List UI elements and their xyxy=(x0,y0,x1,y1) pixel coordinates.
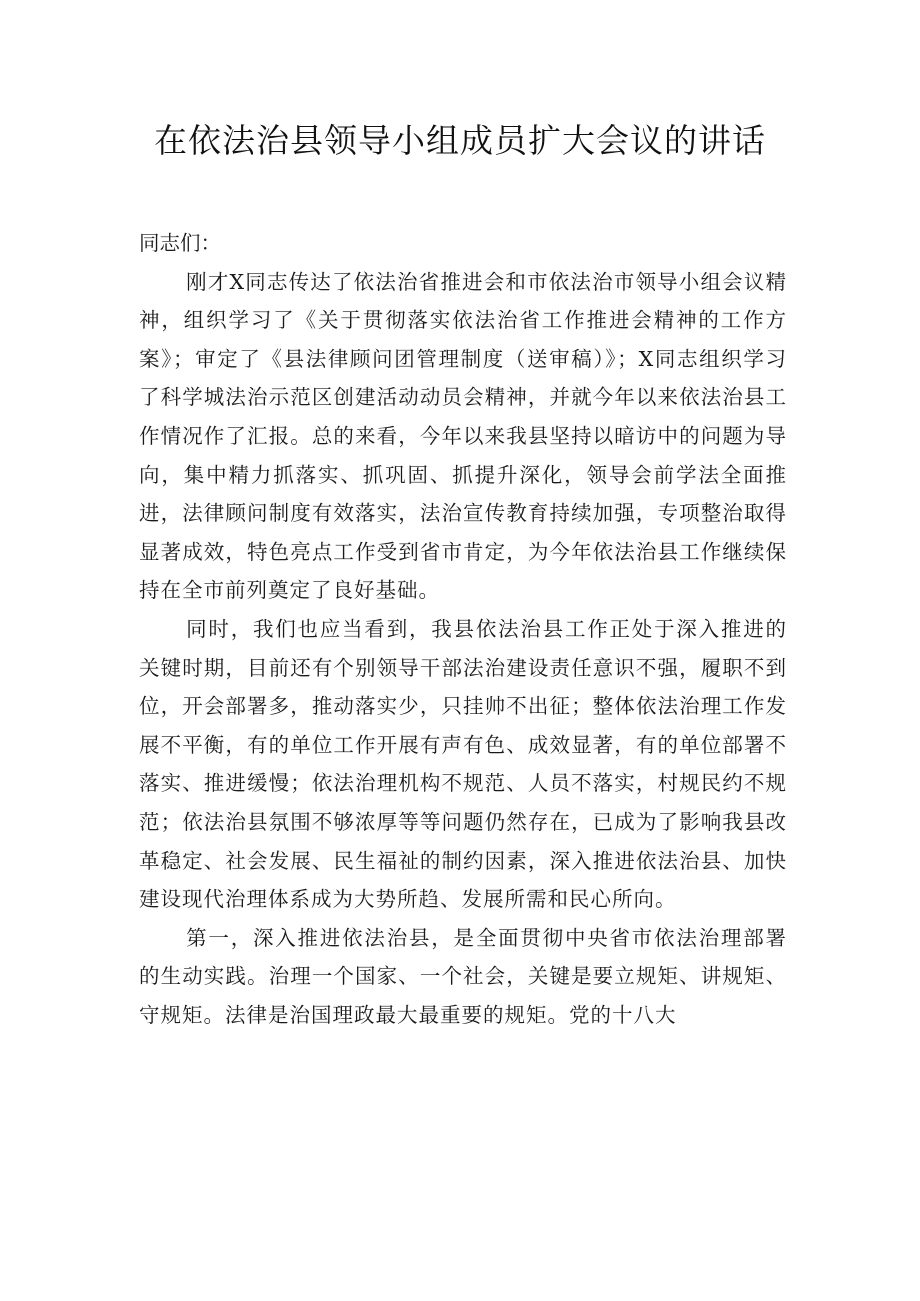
salutation: 同志们： xyxy=(139,231,221,255)
paragraph-1: 刚才X同志传达了依法治省推进会和市依法治市领导小组会议精神，组织学习了《关于贯彻落实依法治省工作推进会精神的工作方案》；审定了《县法律顾问团管理制度（送审稿）》；X同志组织学习了科学城法治示范区创建活动动员会精神，并就今年以来依法治县工作情况作了汇报。总的来看，今年以来我县坚持以暗访中的问题为导向，集中精力抓落实、抓巩固、抓提升深化，领导会前学法全面推进，法律顾问制度有效落实，法治宣传教育持续加强，专项整治取得显著成效，特色亮点工作受到省市肯定，为今年依法治县工作继续保持在全市前列奠定了良好基础。 xyxy=(139,269,787,603)
document-title: 在依法治县领导小组成员扩大会议的讲话 xyxy=(154,121,766,160)
paragraph-2: 同时，我们也应当看到，我县依法治县工作正处于深入推进的关键时期，目前还有个别领导干部法治建设责任意识不强，履职不到位，开会部署多，推动落实少，只挂帅不出征；整体依法治理工作发展不平衡，有的单位工作开展有声有色、成效显著，有的单位部署不落实、推进缓慢；依法治理机构不规范、人员不落实，村规民约不规范；依法治县氛围不够浓厚等等问题仍然存在，已成为了影响我县改革稳定、社会发展、民生福祉的制约因素，深入推进依法治县、加快建设现代治理体系成为大势所趋、发展所需和民心所向。 xyxy=(139,616,787,912)
document-body xyxy=(139,224,787,1034)
paragraph-3: 第一，深入推进依法治县，是全面贯彻中央省市依法治理部署的生动实践。治理一个国家、一个社会，关键是要立规矩、讲规矩、守规矩。法律是治国理政最大最重要的规矩。党的十八大 xyxy=(139,925,787,1027)
